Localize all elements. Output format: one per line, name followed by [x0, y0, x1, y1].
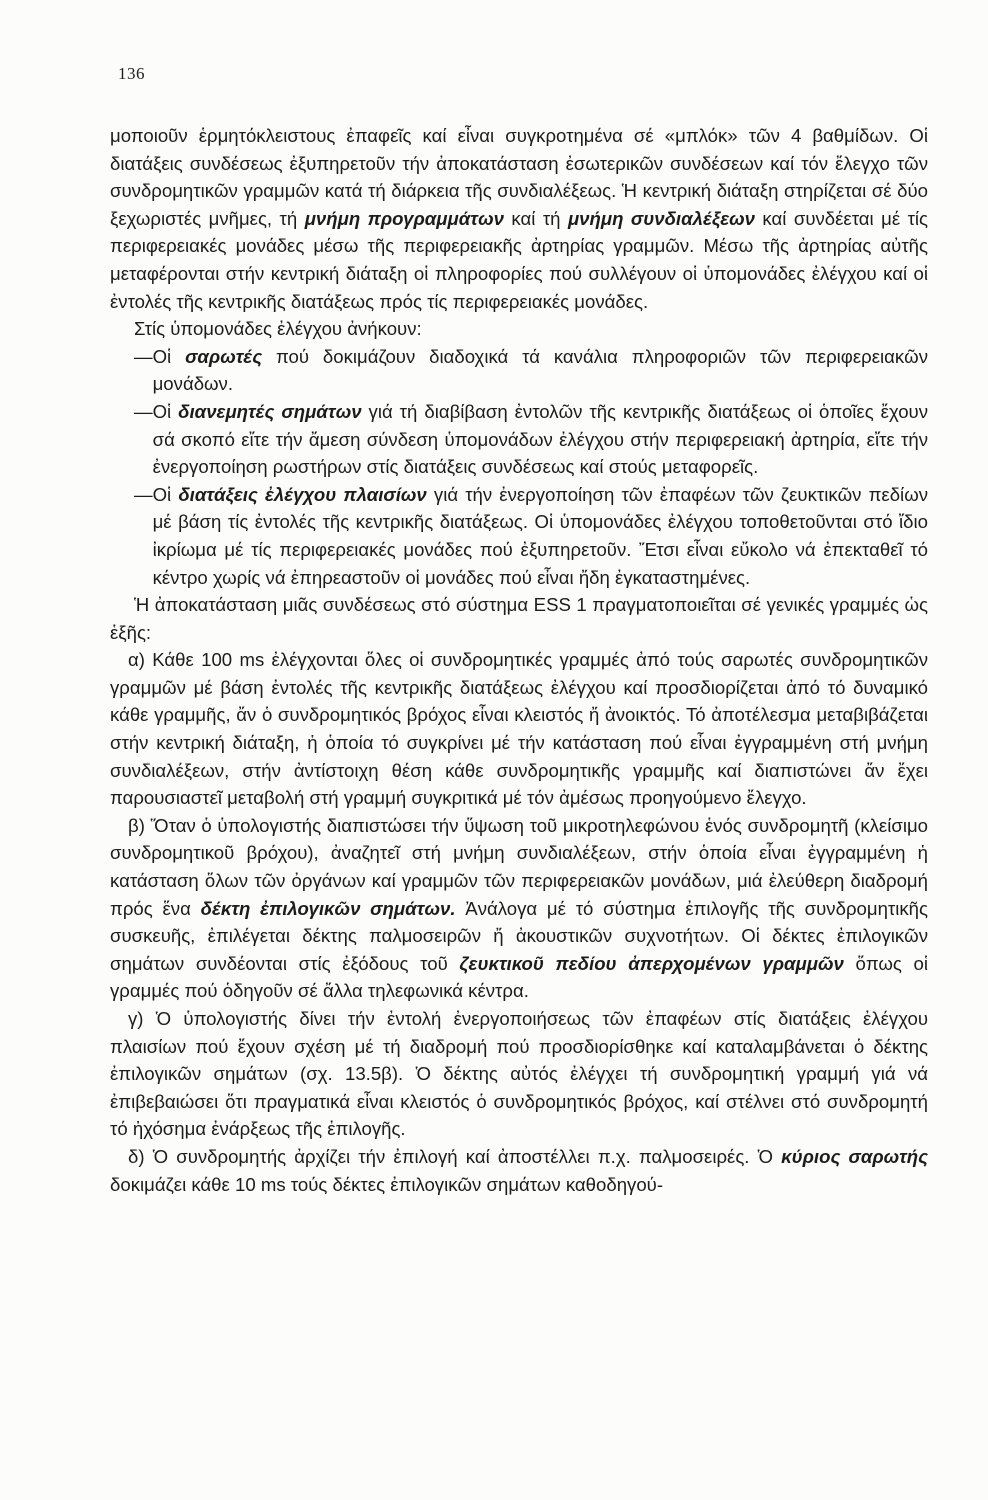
text-run: Οἱ: [152, 400, 179, 422]
text-run: δ) Ὁ συνδρομητής ἀρχίζει τήν ἐπιλογή καί ἀποστέλλει π.χ. παλμοσειρές. Ὁ: [128, 1145, 782, 1167]
list-item-text: [153, 343, 928, 398]
text-run: πού δοκιμάζουν διαδοχικά τά κανάλια πληροφοριῶν τῶν περιφερειακῶν μονάδων.: [152, 345, 928, 395]
term-scanners: σαρωτές: [185, 345, 263, 367]
text-run: γιά τή διαβίβαση ἐντολῶν τῆς κεντρικῆς διατάξεως οἱ ὁποῖες ἔχουν σά σκοπό εἴτε τήν ἄμεση σύνδεση ὑπομονάδων ἐλέγχου στήν περιφερειακή ἀρτηρία, εἴτε τήν ἐνεργοποίηση ρωστήρων στίς διατάξεις συνδέσεως καί στούς μεταφορεῖς.: [152, 400, 929, 478]
body-text: [110, 122, 928, 1198]
text-run: Οἱ: [152, 345, 186, 367]
term-signal-distributors: διανεμητές σημάτων: [178, 400, 362, 422]
text-run: καί συνδέεται μέ τίς περιφερειακές μονάδες μέσω τῆς περιφερειακῆς ἀρτηρίας γραμμῶν. Μέσω τῆς ἀρτηρίας αὐτῆς μεταφέρονται στήν κεντρική διάταξη οἱ πληροφορίες πού συλλέγουν οἱ ὑπομονάδες ἐλέγχου καί οἱ ἐντολές τῆς κεντρικῆς διατάξεως πρός τίς περιφερειακές μονάδες.: [110, 207, 929, 312]
paragraph-intro: [110, 122, 928, 315]
paragraph-subunits-heading: Στίς ὑπομονάδες ἐλέγχου ἀνήκουν:: [134, 318, 422, 340]
text-run: β) Ὅταν ὁ ὑπολογιστής διαπιστώσει τήν ὕψωση τοῦ μικροτηλεφώνου ἑνός συνδρομητῆ (κλείσιμο συνδρομητικοῦ βρόχου), ἀναζητεῖ στή μνήμη συνδιαλέξεων, στήν ὁποία εἶναι ἐγγραμμένη ἡ κατάσταση ὅλων τῶν ὀργάνων καί γραμμῶν τῶν περιφερειακῶν μονάδων, μιά ἐλεύθερη διαδρομή πρός ἕνα: [110, 814, 928, 919]
dash-mark: —: [134, 345, 153, 367]
text-run: Οἱ: [152, 483, 179, 505]
step-beta: [110, 812, 928, 1005]
text-run: ὅπως οἱ γραμμές πού ὁδηγοῦν σέ ἄλλα τηλεφωνικά κέντρα.: [110, 952, 928, 1002]
term-main-scanner: κύριος σαρωτής: [781, 1145, 928, 1167]
list-item-text: [153, 481, 928, 591]
list-item: [110, 343, 928, 398]
text-run: μοποιοῦν ἑρμητόκλειστους ἐπαφεῖς καί εἶναι συγκροτημένα σέ «μπλόκ» τῶν 4 βαθμίδων. Οἱ διατάξεις συνδέσεως ἐξυπηρετοῦν τήν ἀποκατάσταση ἐσωτερικῶν συνδέσεων καί τόν ἔλεγχο τῶν συνδρομητικῶν γραμμῶν κατά τή διάρκεια τῆς συνδιαλέξεως. Ἡ κεντρική διάταξη στηρίζεται σέ δύο ξεχωριστές μνῆμες, τή: [110, 125, 928, 229]
term-outgoing-switching-field: ζευκτικοῦ πεδίου ἀπερχομένων γραμμῶν: [459, 952, 844, 974]
list-item: [110, 398, 928, 481]
list-item-text: [153, 398, 928, 481]
text-run: δοκιμάζει κάθε 10 ms τούς δέκτες ἐπιλογικῶν σημάτων καθοδηγού-: [110, 1173, 664, 1195]
term-call-memory: μνήμη συνδιαλέξεων: [567, 207, 755, 229]
term-program-memory: μνήμη προγραμμάτων: [304, 207, 504, 229]
text-run: γιά τήν ἐνεργοποίηση τῶν ἐπαφέων τῶν ζευκτικῶν πεδίων μέ βάση τίς ἐντολές τῆς κεντρικῆς διατάξεως. Οἱ ὑπομονάδες ἐλέγχου τοποθετοῦνται στό ἴδιο ἰκρίωμα μέ τίς περιφερειακές μονάδες πού ἐξυπηρετοῦν. Ἔτσι εἶναι εὔκολο νά ἐπεκταθεῖ τό κέντρο χωρίς νά ἐπηρεαστοῦν οἱ μονάδες πού εἶναι ἤδη ἐγκαταστημένες.: [152, 483, 929, 588]
page-number: 136: [118, 64, 145, 83]
dash-mark: —: [134, 400, 153, 422]
term-frame-controllers: διατάξεις ἐλέγχου πλαισίων: [178, 483, 427, 505]
dash-mark: —: [134, 483, 153, 505]
step-gamma: γ) Ὁ ὑπολογιστής δίνει τήν ἐντολή ἐνεργοποιήσεως τῶν ἐπαφέων στίς διατάξεις ἐλέγχου πλαισίων πού ἔχουν σχέση μέ τή διαδρομή πού προσδιορίσθηκε καί καταλαμβάνεται ὁ δέκτης ἐπιλογικῶν σημάτων (σχ. 13.5β). Ὁ δέκτης αὐτός ἐλέγχει τή συνδρομητική γραμμή γιά νά ἐπιβεβαιώσει ὅτι πραγματικά εἶναι κλειστός ὁ συνδρομητικός βρόχος, καί στέλνει στό συνδρομητή τό ἠχόσημα ἐνάρξεως τῆς ἐπιλογῆς.: [110, 1008, 928, 1140]
step-delta: [110, 1143, 928, 1198]
list-item: [110, 481, 928, 591]
text-run: Ἀνάλογα μέ τό σύστημα ἐπιλογῆς τῆς συνδρομητικῆς συσκευῆς, ἐπιλέγεται δέκτης παλμοσειρῶν ἤ ἀκουστικῶν συχνοτήτων. Οἱ δέκτες ἐπιλογικῶν σημάτων συνδέονται στίς ἐξόδους τοῦ: [110, 897, 928, 974]
paragraph-connection-setup: Ἡ ἀποκατάσταση μιᾶς συνδέσεως στό σύστημα ESS 1 πραγματοποιεῖται σέ γενικές γραμμές ὡς ἑξῆς:: [110, 594, 928, 643]
term-digit-receiver: δέκτη ἐπιλογικῶν σημάτων.: [200, 897, 456, 919]
step-alpha: α) Κάθε 100 ms ἐλέγχονται ὅλες οἱ συνδρομητικές γραμμές ἀπό τούς σαρωτές συνδρομητικῶν γραμμῶν μέ βάση ἐντολές τῆς κεντρικῆς διατάξεως ἐλέγχου καί προσδιορίζεται ἀπό τό δυναμικό κάθε γραμμῆς, ἄν ὁ συνδρομητικός βρόχος εἶναι κλειστός ἤ ἀνοικτός. Τό ἀποτέλεσμα μεταβιβάζεται στήν κεντρική διάταξη, ἡ ὁποία τό συγκρίνει μέ τήν κατάσταση πού εἶναι ἐγγραμμένη στή μνήμη συνδιαλέξεων, στήν ἀντίστοιχη θέση κάθε συνδρομητικῆς γραμμῆς καί διαπιστώνει ἄν ἔχει παρουσιαστεῖ μεταβολή στή γραμμή συγκριτικά μέ τόν ἀμέσως προηγούμενο ἔλεγχο.: [110, 649, 928, 809]
text-run: καί τή: [503, 207, 568, 229]
